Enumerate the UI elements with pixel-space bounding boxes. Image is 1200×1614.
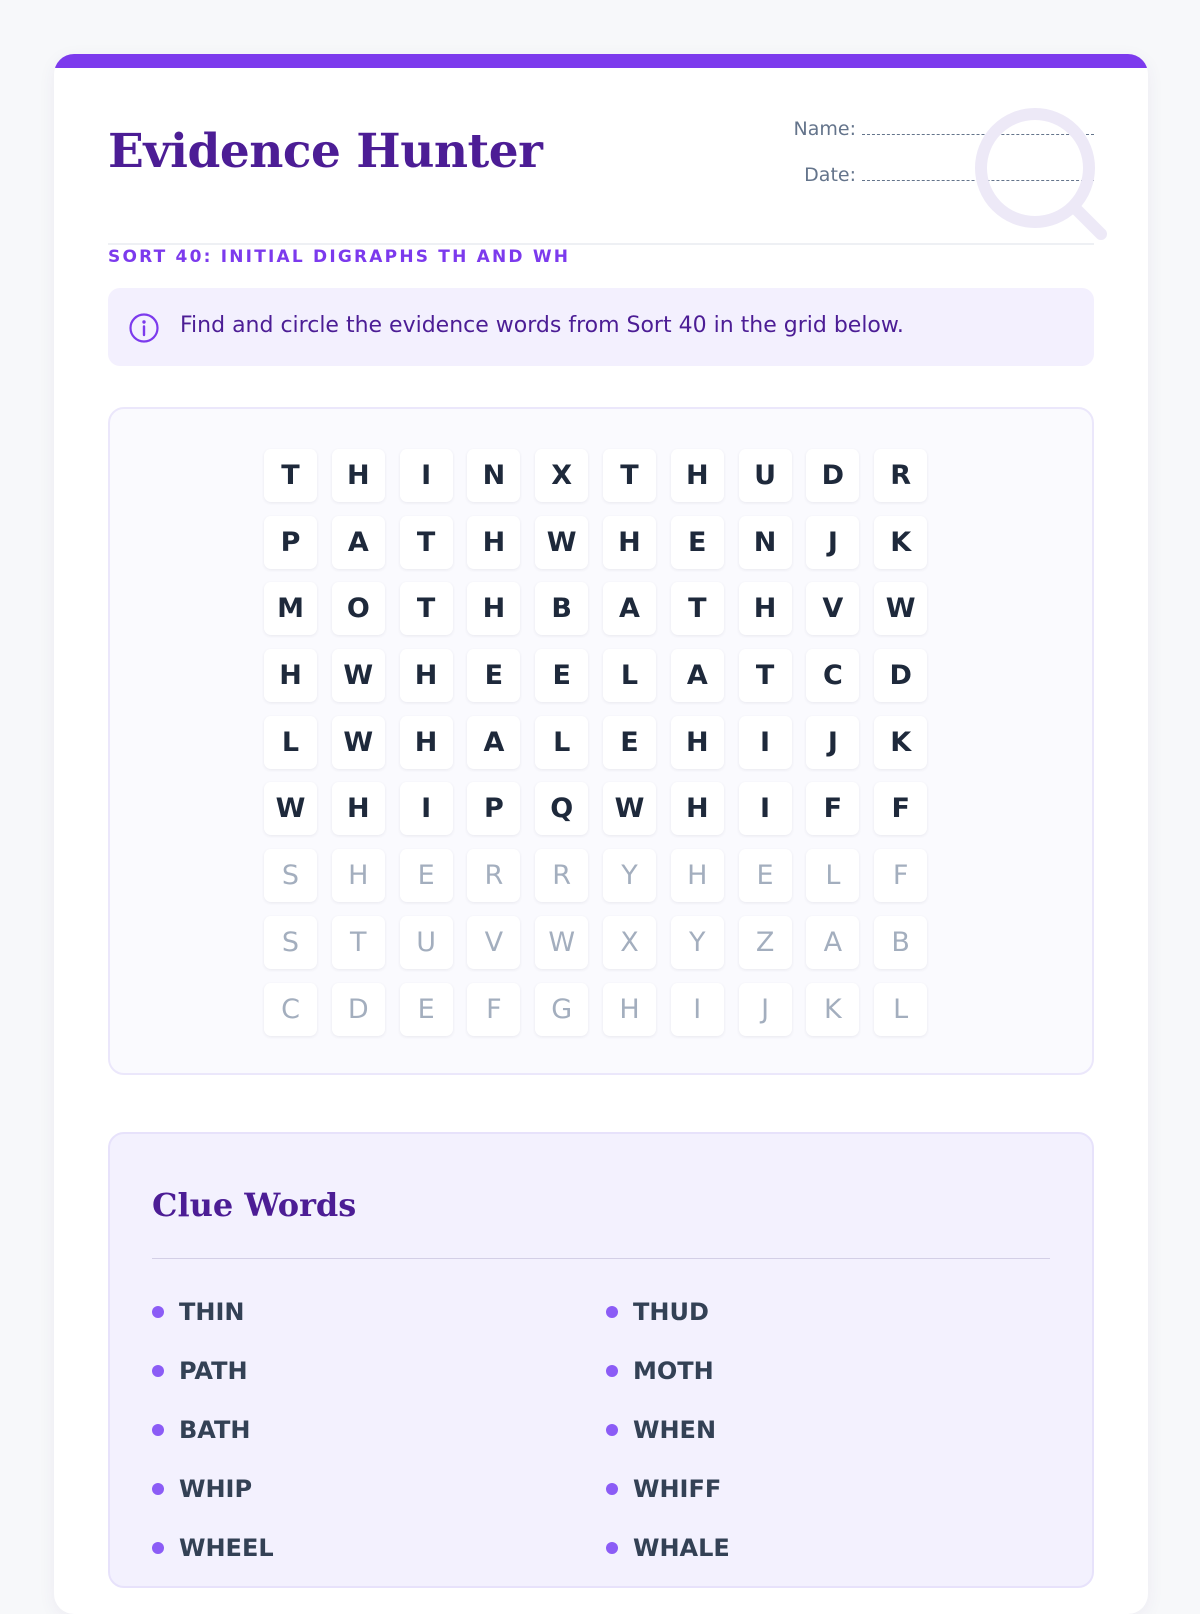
grid-cell[interactable]: H	[671, 849, 724, 902]
grid-cell[interactable]: F	[874, 849, 927, 902]
grid-cell[interactable]: H	[603, 983, 656, 1036]
grid-cell[interactable]: R	[874, 449, 927, 502]
bullet-icon	[152, 1542, 164, 1554]
clue-word-label: WHALE	[633, 1534, 730, 1562]
grid-cell[interactable]: R	[467, 849, 520, 902]
grid-cell[interactable]: W	[603, 782, 656, 835]
clue-word-label: BATH	[179, 1416, 251, 1444]
clue-word-label: THUD	[633, 1298, 709, 1326]
grid-cell[interactable]: B	[874, 916, 927, 969]
clue-word	[152, 1475, 252, 1503]
grid-cell[interactable]: T	[671, 582, 724, 635]
grid-cell[interactable]: E	[739, 849, 792, 902]
grid-cell[interactable]: W	[332, 716, 385, 769]
grid-cell[interactable]: G	[535, 983, 588, 1036]
grid-cell[interactable]: R	[535, 849, 588, 902]
grid-cell[interactable]: C	[806, 649, 859, 702]
grid-cell[interactable]: T	[264, 449, 317, 502]
grid-cell[interactable]: K	[874, 516, 927, 569]
grid-cell[interactable]: B	[535, 582, 588, 635]
grid-cell[interactable]: H	[264, 649, 317, 702]
letter-grid	[264, 449, 927, 1036]
grid-cell[interactable]: L	[264, 716, 317, 769]
grid-cell[interactable]: V	[806, 582, 859, 635]
grid-cell[interactable]: J	[806, 716, 859, 769]
grid-cell[interactable]: L	[874, 983, 927, 1036]
grid-cell[interactable]: H	[400, 649, 453, 702]
grid-cell[interactable]: F	[467, 983, 520, 1036]
grid-cell[interactable]: T	[739, 649, 792, 702]
grid-cell[interactable]: W	[874, 582, 927, 635]
grid-cell[interactable]: O	[332, 582, 385, 635]
grid-cell[interactable]: U	[400, 916, 453, 969]
clue-words-panel	[108, 1132, 1094, 1588]
grid-cell[interactable]: Y	[603, 849, 656, 902]
grid-cell[interactable]: H	[671, 449, 724, 502]
accent-bar	[54, 54, 1148, 68]
clue-word	[152, 1357, 248, 1385]
bullet-icon	[606, 1365, 618, 1377]
grid-cell[interactable]: C	[264, 983, 317, 1036]
name-label: Name:	[793, 118, 856, 140]
clue-word-label: WHEEL	[179, 1534, 274, 1562]
grid-cell[interactable]: J	[806, 516, 859, 569]
grid-cell[interactable]: T	[332, 916, 385, 969]
clue-word-label: WHEN	[633, 1416, 717, 1444]
info-icon	[128, 312, 160, 344]
page-subtitle: SORT 40: INITIAL DIGRAPHS TH AND WH	[108, 247, 571, 267]
grid-cell[interactable]: J	[739, 983, 792, 1036]
grid-cell[interactable]: I	[739, 782, 792, 835]
page-title: Evidence Hunter	[108, 124, 543, 179]
grid-cell[interactable]: W	[332, 649, 385, 702]
grid-cell[interactable]: Z	[739, 916, 792, 969]
grid-cell[interactable]: E	[535, 649, 588, 702]
bullet-icon	[152, 1306, 164, 1318]
bullet-icon	[606, 1483, 618, 1495]
grid-cell[interactable]: E	[671, 516, 724, 569]
clue-word-label: MOTH	[633, 1357, 714, 1385]
grid-cell[interactable]: K	[806, 983, 859, 1036]
bullet-icon	[152, 1424, 164, 1436]
instruction-text: Find and circle the evidence words from Sort 40 in the grid below.	[180, 313, 904, 338]
grid-cell[interactable]: I	[400, 782, 453, 835]
clue-title: Clue Words	[152, 1186, 357, 1224]
clue-word-label: PATH	[179, 1357, 248, 1385]
bullet-icon	[606, 1542, 618, 1554]
grid-cell[interactable]: E	[467, 649, 520, 702]
clue-word-label: WHIFF	[633, 1475, 722, 1503]
grid-cell[interactable]: D	[874, 649, 927, 702]
bullet-icon	[152, 1483, 164, 1495]
clue-word	[606, 1475, 721, 1503]
grid-cell[interactable]: X	[535, 449, 588, 502]
grid-cell[interactable]: L	[806, 849, 859, 902]
clue-word	[152, 1416, 250, 1444]
clue-word	[152, 1298, 244, 1326]
date-label: Date:	[804, 164, 856, 186]
grid-cell[interactable]: E	[603, 716, 656, 769]
grid-cell[interactable]: L	[603, 649, 656, 702]
grid-cell[interactable]: H	[467, 516, 520, 569]
grid-cell[interactable]: K	[874, 716, 927, 769]
grid-cell[interactable]: H	[671, 716, 724, 769]
grid-cell[interactable]: H	[332, 849, 385, 902]
clue-word	[606, 1357, 714, 1385]
grid-cell[interactable]: S	[264, 916, 317, 969]
grid-cell[interactable]: M	[264, 582, 317, 635]
grid-cell[interactable]: T	[400, 516, 453, 569]
grid-cell[interactable]: Q	[535, 782, 588, 835]
grid-cell[interactable]: H	[332, 449, 385, 502]
grid-cell[interactable]: P	[467, 782, 520, 835]
grid-cell[interactable]: H	[603, 516, 656, 569]
grid-cell[interactable]: E	[400, 983, 453, 1036]
grid-cell[interactable]: E	[400, 849, 453, 902]
bullet-icon	[152, 1365, 164, 1377]
grid-cell[interactable]: I	[671, 983, 724, 1036]
clue-word	[606, 1298, 709, 1326]
grid-cell[interactable]: L	[535, 716, 588, 769]
grid-cell[interactable]: A	[603, 582, 656, 635]
bullet-icon	[606, 1424, 618, 1436]
grid-cell[interactable]: N	[739, 516, 792, 569]
grid-cell[interactable]: H	[400, 716, 453, 769]
grid-cell[interactable]: W	[535, 516, 588, 569]
clue-word	[152, 1534, 274, 1562]
word-search-panel	[108, 407, 1094, 1075]
grid-cell[interactable]: Y	[671, 916, 724, 969]
grid-cell[interactable]: W	[535, 916, 588, 969]
grid-cell[interactable]: P	[264, 516, 317, 569]
worksheet-card	[54, 54, 1148, 1614]
grid-cell[interactable]: S	[264, 849, 317, 902]
magnifier-icon	[973, 106, 1113, 246]
grid-cell[interactable]: A	[806, 916, 859, 969]
clue-divider	[152, 1258, 1050, 1259]
grid-cell[interactable]: F	[874, 782, 927, 835]
grid-cell[interactable]: H	[332, 782, 385, 835]
grid-cell[interactable]: D	[332, 983, 385, 1036]
grid-cell[interactable]: W	[264, 782, 317, 835]
grid-cell[interactable]: F	[806, 782, 859, 835]
grid-cell[interactable]: A	[671, 649, 724, 702]
grid-cell[interactable]: I	[739, 716, 792, 769]
clue-word-label: WHIP	[179, 1475, 253, 1503]
clue-word	[606, 1534, 730, 1562]
grid-cell[interactable]: H	[739, 582, 792, 635]
grid-cell[interactable]: H	[671, 782, 724, 835]
grid-cell[interactable]: I	[400, 449, 453, 502]
grid-cell[interactable]: H	[467, 582, 520, 635]
grid-cell[interactable]: T	[400, 582, 453, 635]
clue-word	[606, 1416, 716, 1444]
grid-cell[interactable]: U	[739, 449, 792, 502]
grid-cell[interactable]: A	[332, 516, 385, 569]
grid-cell[interactable]: X	[603, 916, 656, 969]
grid-cell[interactable]: N	[467, 449, 520, 502]
grid-cell[interactable]: T	[603, 449, 656, 502]
grid-cell[interactable]: V	[467, 916, 520, 969]
instruction-banner	[108, 288, 1094, 366]
grid-cell[interactable]: A	[467, 716, 520, 769]
bullet-icon	[606, 1306, 618, 1318]
clue-word-label: THIN	[179, 1298, 245, 1326]
grid-cell[interactable]: D	[806, 449, 859, 502]
